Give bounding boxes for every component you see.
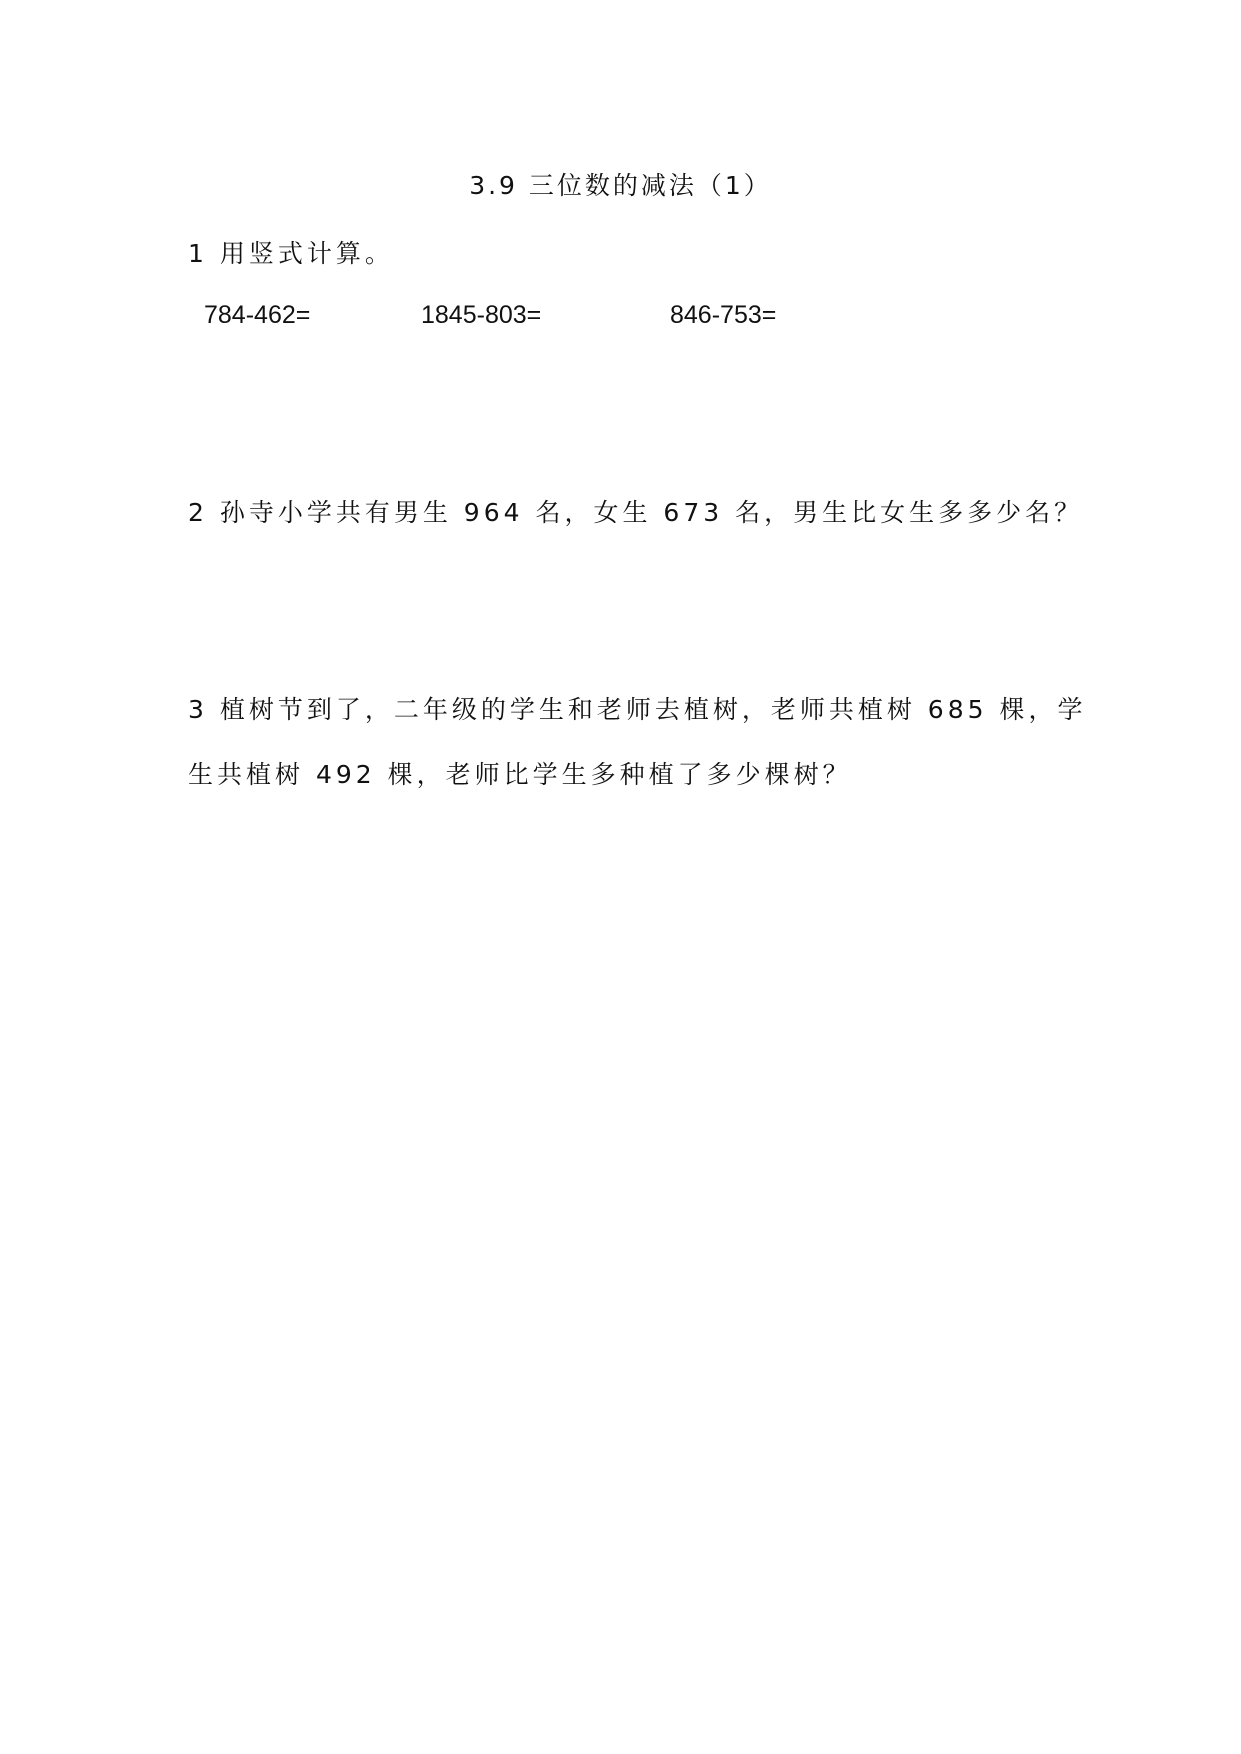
page-title: 3.9 三位数的减法（1）	[469, 171, 772, 200]
expression-1: 784-462=	[204, 301, 311, 329]
question-3-line-2: 生共植树 492 棵，老师比学生多种植了多少棵树？	[188, 760, 852, 789]
question-3-line-1: 3 植树节到了，二年级的学生和老师去植树，老师共植树 685 棵，学	[188, 695, 1087, 724]
question-1-heading: 1 用竖式计算。	[188, 239, 394, 268]
expression-3: 846-753=	[670, 301, 777, 329]
question-2: 2 孙寺小学共有男生 964 名，女生 673 名，男生比女生多多少名？	[188, 498, 1084, 527]
expression-2: 1845-803=	[421, 301, 542, 329]
